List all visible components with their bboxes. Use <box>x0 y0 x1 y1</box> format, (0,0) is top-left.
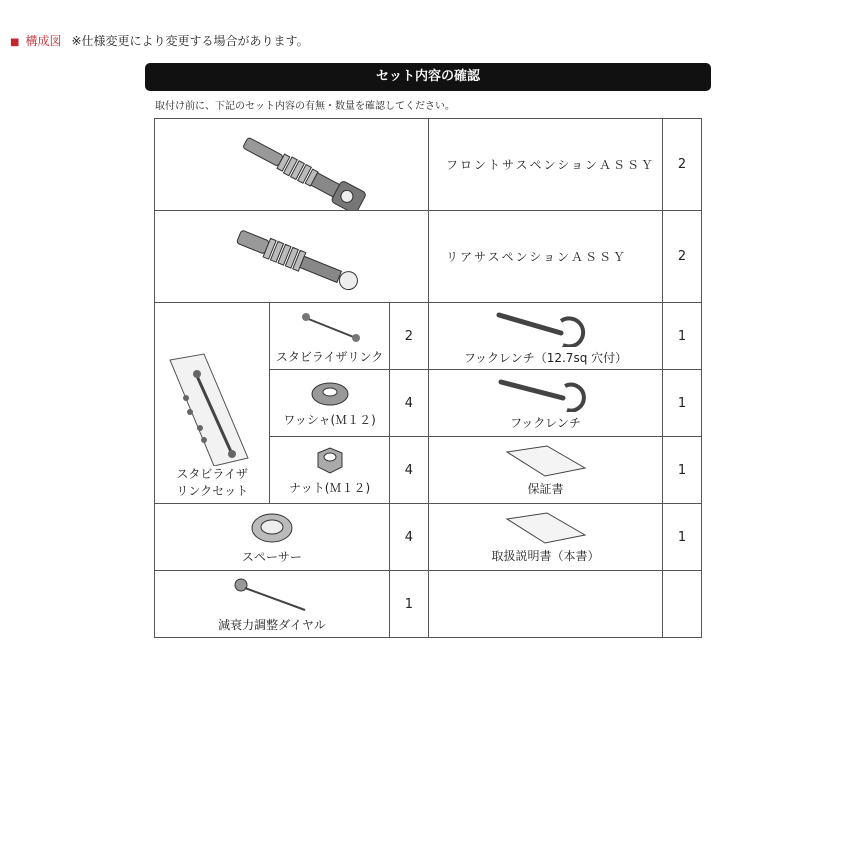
rear-suspension-icon <box>155 212 428 302</box>
spacer-cell <box>155 504 390 571</box>
stabilizer-link-set-icon <box>162 336 262 466</box>
empty-qty-cell <box>663 571 702 638</box>
table-row <box>155 571 702 638</box>
stabilizer-link-label: スタビライザリンク <box>275 349 384 364</box>
washer-label: ワッシャ(Ｍ１２) <box>283 412 376 427</box>
washer-icon <box>305 379 355 409</box>
rear-suspension-image <box>155 211 429 303</box>
square-bullet-icon: ■ <box>10 37 20 48</box>
hook-wrench-hole-icon <box>491 307 601 347</box>
warranty-document-icon <box>501 444 591 478</box>
stabilizer-link-qty: 2 <box>389 303 428 370</box>
spacer-icon <box>247 510 297 546</box>
manual-cell <box>429 504 663 571</box>
hook-wrench-cell <box>429 370 663 437</box>
damper-dial-icon <box>227 576 317 614</box>
hook-wrench-label: フックレンチ <box>510 415 581 430</box>
hook-wrench-hole-cell <box>429 303 663 370</box>
spacer-qty: 4 <box>389 504 428 571</box>
warranty-qty: 1 <box>663 437 702 504</box>
nut-qty: 4 <box>389 437 428 504</box>
stabilizer-link-icon <box>290 308 370 346</box>
manual-label: 取扱説明書（本書） <box>491 548 600 563</box>
rear-suspension-label: リアサスペンションＡＳＳＹ <box>429 211 663 303</box>
set-contents-title-bar: セット内容の確認 <box>145 63 711 91</box>
spacer-label: スペーサー <box>241 549 302 564</box>
stabilizer-link-cell <box>270 303 389 370</box>
stabilizer-set-label-line1: スタビライザ <box>176 467 249 481</box>
spec-change-note: ※仕様変更により変更する場合があります。 <box>71 34 309 48</box>
contents-table <box>154 118 702 638</box>
stabilizer-link-set-cell <box>155 303 270 504</box>
warranty-cell <box>429 437 663 504</box>
washer-qty: 4 <box>389 370 428 437</box>
section-header <box>10 33 309 51</box>
section-title: 構成図 <box>25 34 62 48</box>
table-row <box>155 211 702 303</box>
empty-cell <box>429 571 663 638</box>
stabilizer-set-label-line2: リンクセット <box>176 484 249 498</box>
front-suspension-qty: 2 <box>663 119 702 211</box>
hook-wrench-hole-qty: 1 <box>663 303 702 370</box>
rear-suspension-qty: 2 <box>663 211 702 303</box>
front-suspension-label: フロントサスペンションＡＳＳＹ <box>429 119 663 211</box>
manual-document-icon <box>501 511 591 545</box>
nut-cell <box>270 437 389 504</box>
warranty-label: 保証書 <box>527 481 564 496</box>
hook-wrench-qty: 1 <box>663 370 702 437</box>
table-row <box>155 504 702 571</box>
table-row <box>155 119 702 211</box>
washer-cell <box>270 370 389 437</box>
hook-wrench-icon <box>491 376 601 412</box>
hook-wrench-hole-label: フックレンチ（12.7sq 穴付） <box>463 350 628 365</box>
nut-icon <box>310 445 350 477</box>
instruction-text: 取付け前に、下記のセット内容の有無・数量を確認してください。 <box>155 101 455 112</box>
damper-dial-qty: 1 <box>389 571 428 638</box>
manual-qty: 1 <box>663 504 702 571</box>
front-suspension-image <box>155 119 429 211</box>
damper-dial-cell <box>155 571 390 638</box>
nut-label: ナット(Ｍ１２) <box>289 480 371 495</box>
damper-dial-label: 減衰力調整ダイヤル <box>218 617 326 632</box>
front-suspension-icon <box>155 120 428 210</box>
table-row <box>155 303 702 370</box>
